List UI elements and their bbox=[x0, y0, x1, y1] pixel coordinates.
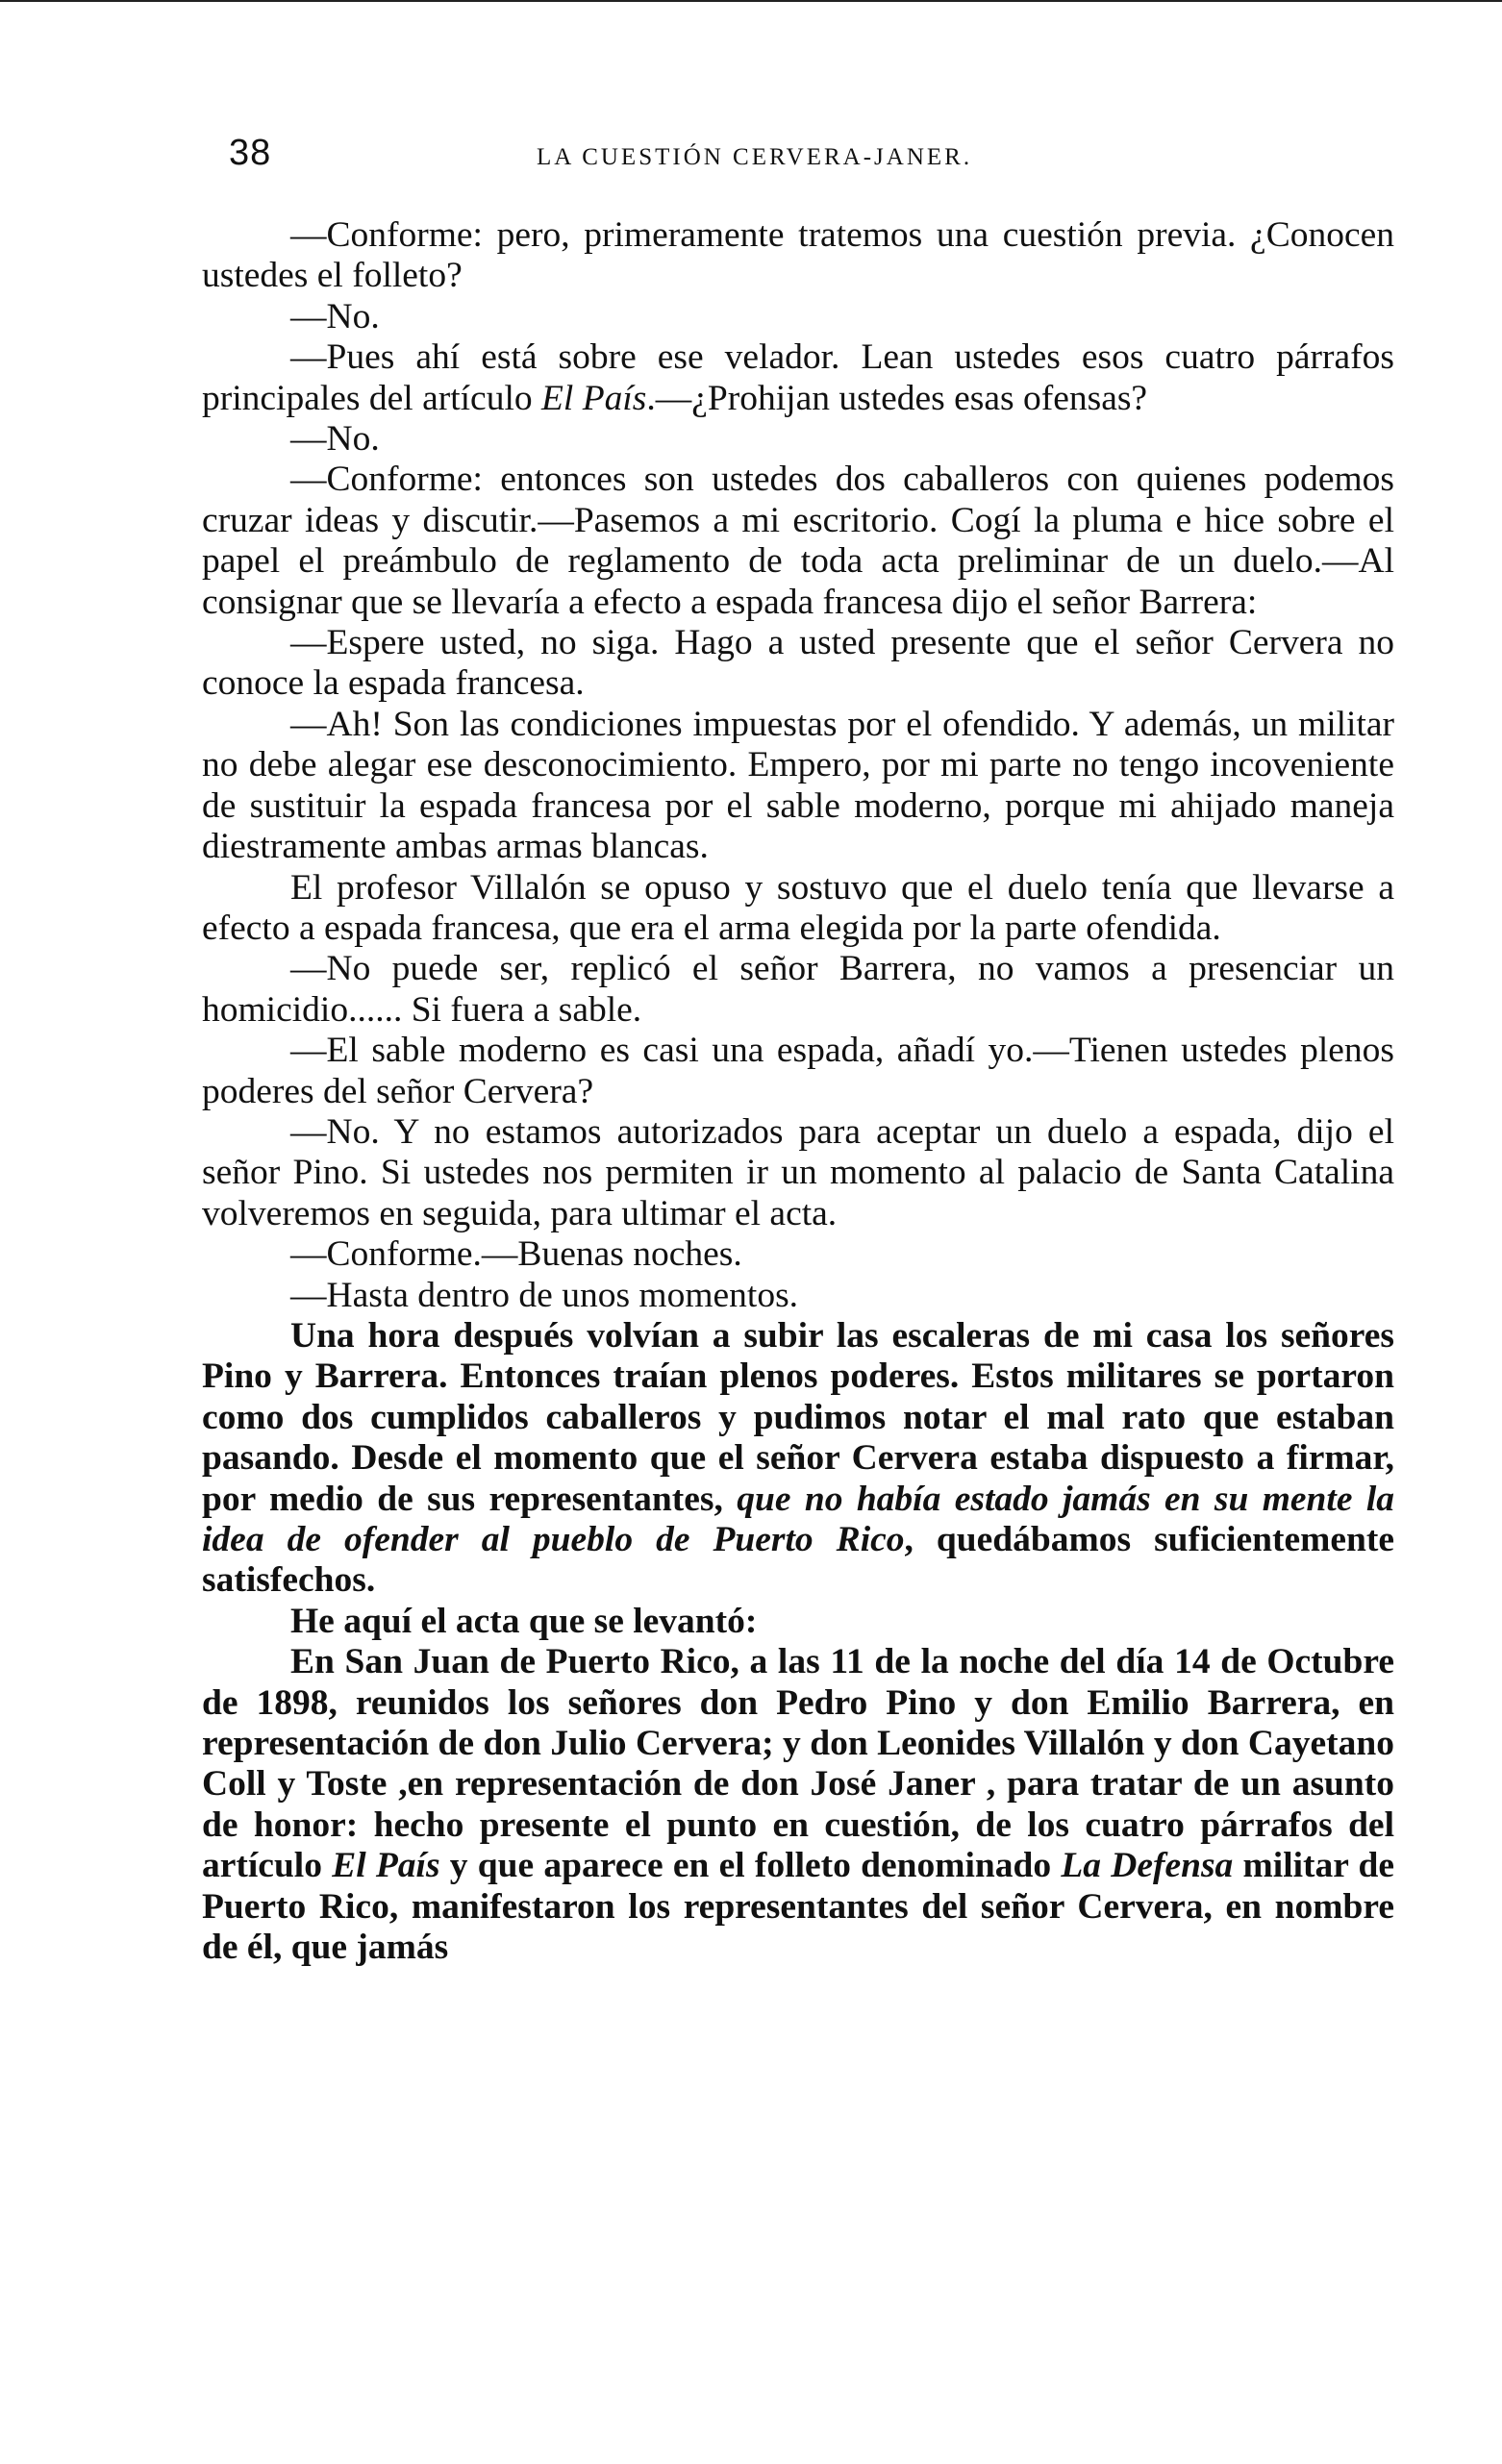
text-run: militar de Puerto Rico, manifestaron los representantes del señor Cervera, en nombre de él, que jamás bbox=[202, 1846, 1394, 1968]
text-run: En San Juan de Puerto Rico, a las 11 de la noche del día 14 de Octubre de 1898, reunidos los señores don Pedro Pino y don Emilio Barrera, en representación de don Julio Cervera; y don Leonides Villalón y don Cayetano Coll y Toste ,en representación de don José Janer , para tratar de un asunto de honor: hecho presente el punto en cuestión, de los cuatro párrafos del artículo bbox=[202, 1642, 1394, 1886]
paragraph-2 bbox=[202, 297, 1394, 337]
text-run: —Conforme.—Buenas noches. bbox=[290, 1234, 742, 1275]
text-run: —Conforme: entonces son ustedes dos caballeros con quienes podemos cruzar ideas y discutir.—Pasemos a mi escritorio. Cogí la pluma e hice sobre el papel el preámbulo de reglamento de toda acta preliminar de un duelo.—Al consignar que se llevaría a efecto a espada francesa dijo el señor Barrera: bbox=[202, 460, 1394, 622]
paragraph-15 bbox=[202, 1602, 1394, 1642]
paragraph-11 bbox=[202, 1112, 1394, 1234]
text-run: y que aparece en el folleto denominado bbox=[439, 1846, 1062, 1886]
paragraph-3 bbox=[202, 337, 1394, 419]
paragraph-4 bbox=[202, 419, 1394, 460]
text-run: —Pues ahí está sobre ese velador. Lean ustedes esos cuatro párrafos principales del artículo bbox=[202, 337, 1394, 418]
paragraph-1 bbox=[202, 215, 1394, 297]
paragraph-5 bbox=[202, 460, 1394, 623]
text-run: —Conforme: pero, primeramente tratemos una cuestión previa. ¿Conocen ustedes el folleto? bbox=[202, 215, 1394, 296]
text-run: —No. bbox=[290, 419, 380, 460]
text-run: —No. bbox=[290, 296, 380, 336]
paragraph-8 bbox=[202, 868, 1394, 950]
italic-title-la-defensa: La Defensa bbox=[1061, 1846, 1234, 1886]
paragraph-6 bbox=[202, 623, 1394, 705]
text-run: —El sable moderno es casi una espada, añadí yo.—Tienen ustedes plenos poderes del señor Cervera? bbox=[202, 1031, 1394, 1111]
page-number: 38 bbox=[229, 133, 272, 173]
text-run: —Espere usted, no siga. Hago a usted presente que el señor Cervera no conoce la espada francesa. bbox=[202, 623, 1394, 704]
running-head: LA CUESTIÓN CERVERA-JANER. bbox=[537, 144, 973, 170]
page-header bbox=[229, 133, 1392, 190]
text-run: —Ah! Son las condiciones impuestas por el ofendido. Y además, un militar no debe alegar ese desconocimiento. Empero, por mi parte no tengo incoveniente de sustituir la espada francesa por el sable moderno, porque mi ahijado maneja diestramente ambas armas blancas. bbox=[202, 704, 1394, 867]
italic-quote: que no había estado jamás en su mente la idea de ofender al pueblo de Puerto Rico bbox=[202, 1479, 1394, 1559]
body-text bbox=[202, 215, 1394, 1968]
text-run: —No puede ser, replicó el señor Barrera, no vamos a presenciar un homicidio...... Si fuera a sable. bbox=[202, 949, 1394, 1030]
paragraph-13 bbox=[202, 1276, 1394, 1316]
paragraph-7 bbox=[202, 705, 1394, 868]
paragraph-12 bbox=[202, 1234, 1394, 1275]
text-run: —No. Y no estamos autorizados para aceptar un duelo a espada, dijo el señor Pino. Si ustedes nos permiten ir un momento al palacio de Santa Catalina volveremos en seguida, para ultimar el acta. bbox=[202, 1111, 1394, 1233]
italic-title-el-pais: El País bbox=[541, 378, 647, 418]
paragraph-9 bbox=[202, 949, 1394, 1031]
paragraph-16 bbox=[202, 1642, 1394, 1968]
paragraph-10 bbox=[202, 1031, 1394, 1112]
text-run: El profesor Villalón se opuso y sostuvo que el duelo tenía que llevarse a efecto a espada francesa, que era el arma elegida por la parte ofendida. bbox=[202, 867, 1394, 948]
paragraph-14 bbox=[202, 1316, 1394, 1602]
text-run: He aquí el acta que se levantó: bbox=[290, 1601, 758, 1641]
italic-title-el-pais: El País bbox=[332, 1846, 440, 1886]
page-top-edge bbox=[0, 0, 1502, 2]
text-run: —Hasta dentro de unos momentos. bbox=[290, 1275, 799, 1315]
text-run: Una hora después volvían a subir las escaleras de mi casa los señores Pino y Barrera. Entonces traían plenos poderes. Estos militares se portaron como dos cumplidos caballeros y pudimos notar el mal rato que estaban pasando. Desde el momento que el señor Cervera estaba dispuesto a firmar, por medio de sus representantes, bbox=[202, 1315, 1394, 1519]
text-run: , quedábamos suficientemente satisfechos. bbox=[202, 1520, 1394, 1601]
text-run: .—¿Prohijan ustedes esas ofensas? bbox=[646, 378, 1148, 418]
